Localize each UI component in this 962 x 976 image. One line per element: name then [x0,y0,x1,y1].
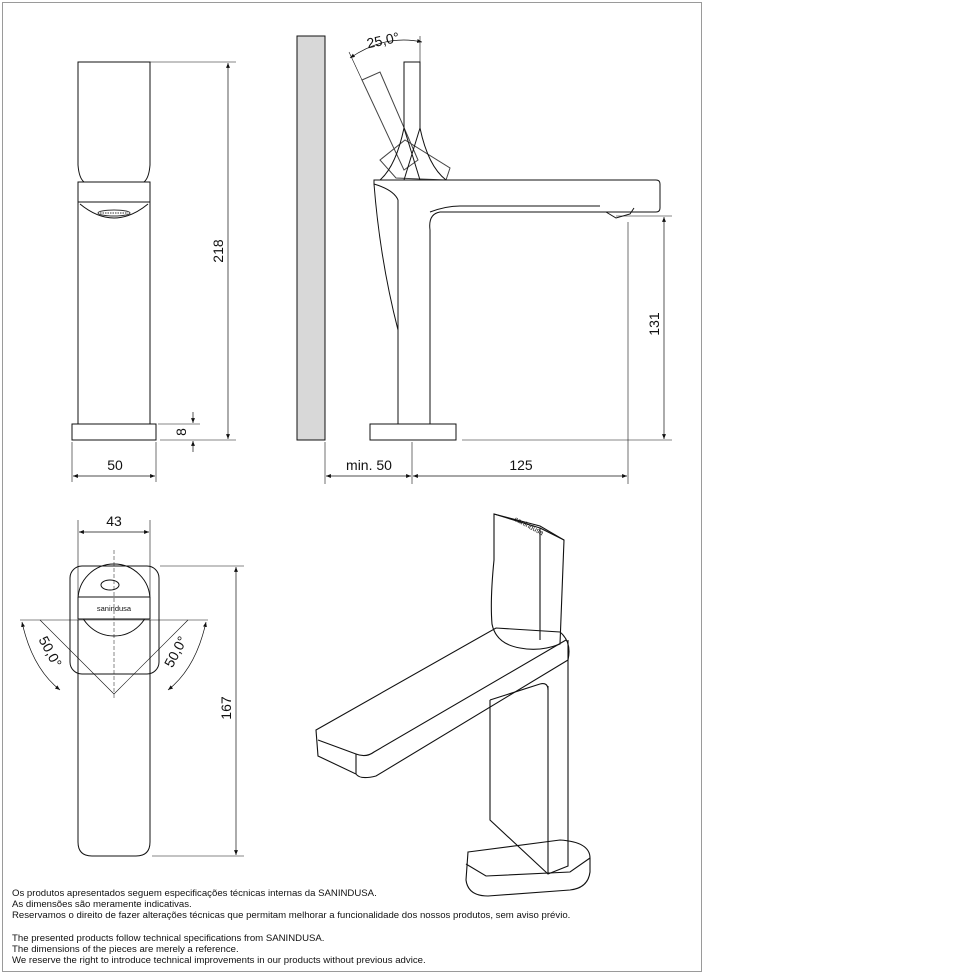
dim-rotation-right: 50,0° [160,633,191,670]
disclaimer-notes [12,888,692,966]
top-view [20,520,244,856]
note-pt-1: Os produtos apresentados seguem especificações técnicas internas da SANINDUSA. [12,888,377,899]
dim-base-thickness: 8 [173,428,189,436]
dim-rotation-left: 50,0° [35,633,66,670]
side-handle [380,62,446,180]
note-en-3: We reserve the right to introduce technical improvements in our products without previous advice. [12,955,426,967]
dim-front-height: 218 [210,239,226,263]
note-pt-3: Reservamos o direito de fazer alterações técnicas que permitam melhorar a funcionalidade dos nossos produtos, sem aviso prévio. [12,910,571,922]
dim-min-spacing: min. 50 [346,457,392,473]
dim-top-length: 167 [218,696,234,720]
iso-spout [316,628,569,778]
front-view [72,62,236,482]
wall-section [297,36,325,440]
note-en-1: The presented products follow technical specifications from SANINDUSA. [12,932,325,944]
side-base [370,424,456,440]
dim-spout-reach: 125 [509,457,533,473]
side-view [297,36,672,484]
dim-spout-height: 131 [646,312,662,336]
note-pt-2: As dimensões são meramente indicativas. [12,899,192,911]
dim-front-width: 50 [107,457,123,473]
iso-body [490,640,568,874]
front-handle [78,62,150,182]
iso-logo-text: sanindusa [512,516,545,538]
isometric-view [316,514,590,896]
side-spout [374,180,660,424]
note-en-2: The dimensions of the pieces are merely a reference. [12,943,239,955]
front-base [72,424,156,440]
ghost-handle [362,72,418,170]
top-logo-text: sanindusa [96,604,132,613]
dim-handle-angle: 25,0° [365,28,401,52]
dim-top-width: 43 [106,513,122,529]
